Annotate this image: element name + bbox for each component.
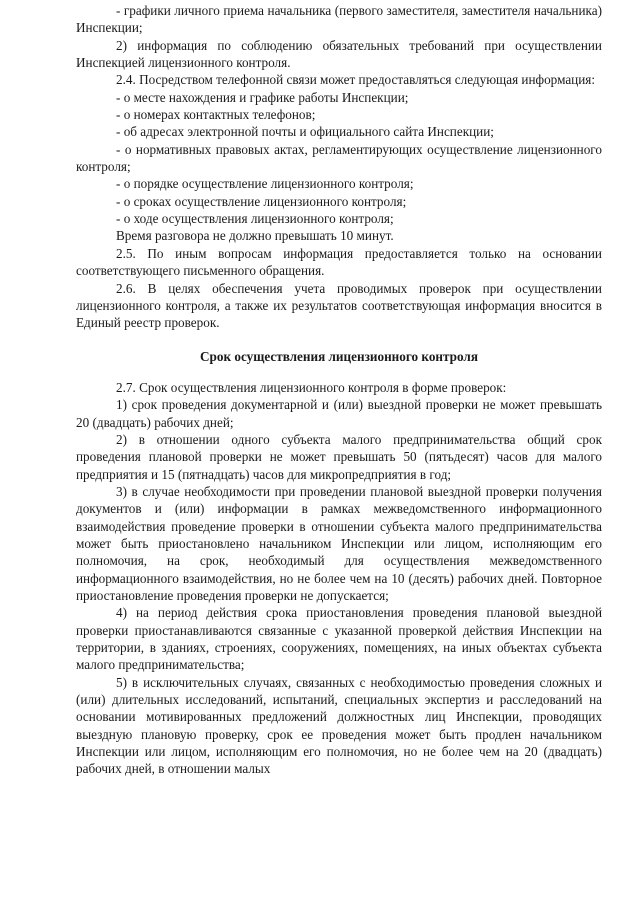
list-item-emails: - об адресах электронной почты и официального сайта Инспекции; (116, 124, 494, 140)
paragraph-2-5: 2.5. По иным вопросам информация предоставляется только на основании соответствующего письменного обращения. (76, 245, 602, 279)
paragraph-2-4: 2.4. Посредством телефонной связи может предоставляться следующая информация: (116, 72, 596, 88)
list-item-regulations: - о нормативных правовых актах, регламентирующих осуществление лицензионного контроля; (76, 141, 602, 175)
list-item-small-business-term: 2) в отношении одного субъекта малого предпринимательства общий срок проведения плановой проверки не может превышать 50 (пятьдесят) часов для малого предприятия и 15 (пятнадцать) часов для микропредприятия в год; (76, 431, 602, 482)
list-item-compliance-info: 2) информация по соблюдению обязательных требований при осуществлении Инспекцией лицензионного контроля. (76, 37, 602, 71)
paragraph-2-7: 2.7. Срок осуществления лицензионного контроля в форме проверок: (116, 379, 507, 395)
list-item-progress: - о ходе осуществления лицензионного контроля; (116, 211, 394, 227)
list-item-suspension-effects: 4) на период действия срока приостановления проведения плановой выездной проверки приостанавливаются связанные с указанной проверкой действия Инспекции на территории, в зданиях, строениях, сооружениях, помещениях, на иных объектах субъекта малого предпринимательства; (76, 605, 602, 673)
list-item-extension: 5) в исключительных случаях, связанных с необходимостью проведения сложных и (или) длительных исследований, испытаний, специальных экспертиз и расследований на основании мотивированных предложений должностных лиц Инспекции, проводящих выездную плановую проверку, срок ее проведения может быть продлен начальником Инспекции или лицом, исполняющим его полномочия, но не более чем на 20 (двадцать) рабочих дней, в отношении малых (76, 674, 602, 777)
list-item-procedure: - о порядке осуществление лицензионного контроля; (116, 176, 414, 192)
list-item-phones: - о номерах контактных телефонов; (116, 107, 316, 123)
section-heading: Срок осуществления лицензионного контроля (200, 348, 478, 364)
list-item-inspection-term: 1) срок проведения документарной и (или) выездной проверки не может превышать 20 (двадцать) рабочих дней; (76, 397, 602, 430)
list-item-location: - о месте нахождения и графике работы Инспекции; (116, 89, 409, 105)
paragraph-2-6: 2.6. В целях обеспечения учета проводимых проверок при осуществлении лицензионного контроля, а также их результатов соответствующая информация вносится в Единый реестр проверок. (76, 280, 602, 331)
list-item-suspension: 3) в случае необходимости при проведении плановой выездной проверки получения документов и (или) информации в рамках межведомственного информационного взаимодействия проведение проверки в отношении субъекта малого предпринимательства может быть приостановлено начальником Инспекции или лицом, исполняющим его полномочия, на срок, необходимый для осуществления межведомственного информационного взаимодействия, но не более чем на 10 (десять) рабочих дней. Повторное приостановление проведения проверки не допускается; (76, 483, 602, 603)
list-item-reception-schedule: - графики личного приема начальника (первого заместителя, заместителя начальника) Инспекции; (76, 3, 602, 36)
list-item-terms: - о сроках осуществление лицензионного контроля; (116, 193, 407, 209)
call-duration-note: Время разговора не должно превышать 10 минут. (116, 228, 394, 244)
